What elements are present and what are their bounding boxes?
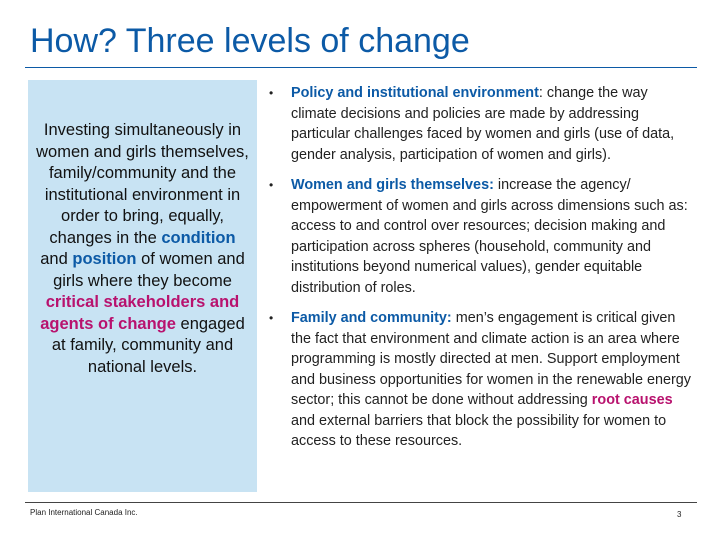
footer-divider [25,502,697,503]
bullet-text-family-1: men’s engagement is critical given the fact that environment and climate action is an area where programming is mostly directed at men. Support employment and business opportunities for women in the renewable energy sector; this cannot be done without addressing [291,310,691,408]
bullet-women-girls [265,175,695,298]
highlight-critical: critical stakeholders and agents of change [40,293,240,333]
summary-text-2: and [40,250,73,268]
summary-text-4: engaged at family, community and national levels. [51,314,245,376]
bullet-marker: • [269,178,274,192]
bullet-text-family-2: and external barriers that block the possibility for women to access to these resources. [291,412,667,449]
bullet-heading-family: Family and community: [291,310,452,326]
footer-org: Plan International Canada Inc. [30,508,138,517]
bullet-policy [265,83,695,165]
summary-text-3: of women and girls where they become [53,250,245,290]
bullet-heading-women-girls: Women and girls themselves: [291,177,494,193]
title-divider [25,67,697,68]
bullet-text-policy: : change the way climate decisions and policies are made by addressing particular challenges faced by women and girls (use of data, gender analysis, participation of women and girls). [291,85,675,163]
summary-text-1: Investing simultaneously in women and girls themselves, family/community and the institutional environment in order to bring, equally, changes in the [36,121,249,247]
bullet-heading-policy: Policy and institutional environment [291,85,539,101]
bullet-family-community [265,308,695,452]
highlight-root-causes: root causes [591,392,673,408]
highlight-position: position [72,250,137,268]
bullet-marker: • [269,311,274,325]
bullet-text-women-girls: increase the agency/ empowerment of women and girls across dimensions such as: access to and control over resources; decision making and participation across spheres (household, community and institutions beyond numerical values), gender equitable distribution of roles. [291,177,688,296]
page-number: 3 [677,510,682,519]
highlight-condition: condition [161,228,236,247]
slide-title: How? Three levels of change [30,22,470,60]
bullet-list [265,83,695,462]
summary-panel [28,80,257,492]
bullet-marker: • [269,86,274,100]
